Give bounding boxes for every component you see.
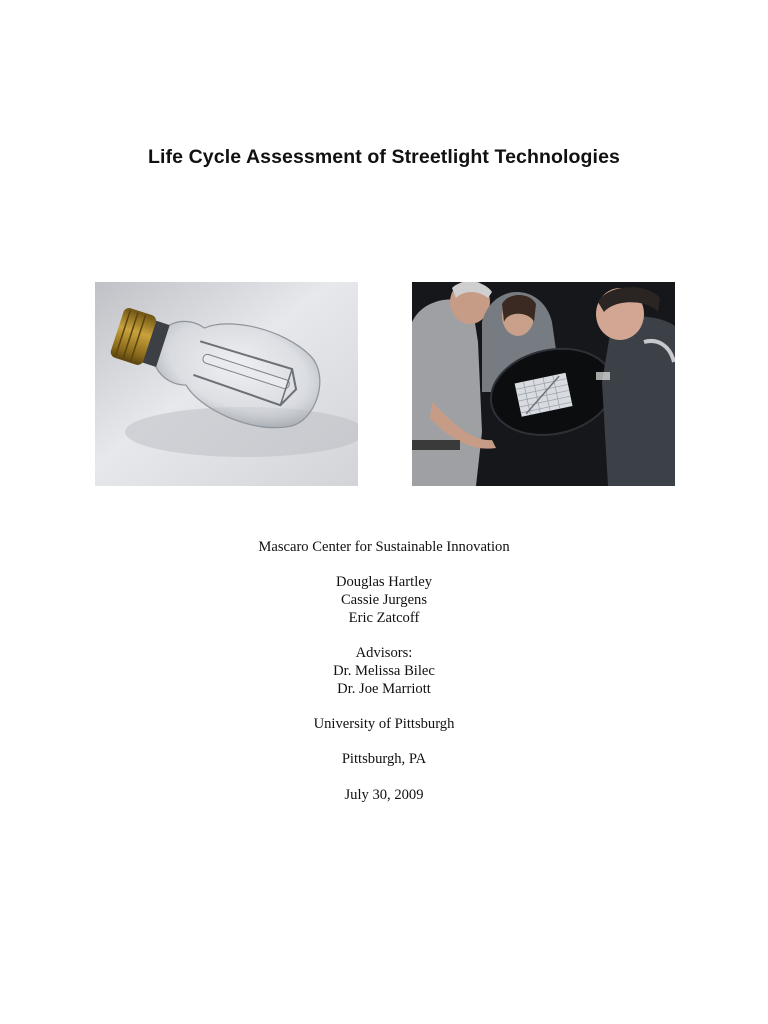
author: Douglas Hartley — [335, 574, 433, 591]
author: Cassie Jurgens — [340, 592, 428, 609]
location: Pittsburgh, PA — [341, 751, 427, 768]
bulb-photo — [95, 282, 358, 486]
advisor: Dr. Melissa Bilec — [333, 662, 435, 679]
document-title: Life Cycle Assessment of Streetlight Technologies — [148, 146, 620, 168]
organization: Mascaro Center for Sustainable Innovation — [258, 539, 510, 555]
university: University of Pittsburgh — [313, 715, 455, 732]
date: July 30, 2009 — [344, 786, 424, 803]
streetlight-fixture-photo — [412, 282, 675, 486]
title-page-details — [0, 539, 768, 804]
author: Eric Zatcoff — [348, 609, 420, 626]
advisors-heading: Advisors: — [355, 645, 413, 662]
advisor: Dr. Joe Marriott — [337, 680, 431, 697]
